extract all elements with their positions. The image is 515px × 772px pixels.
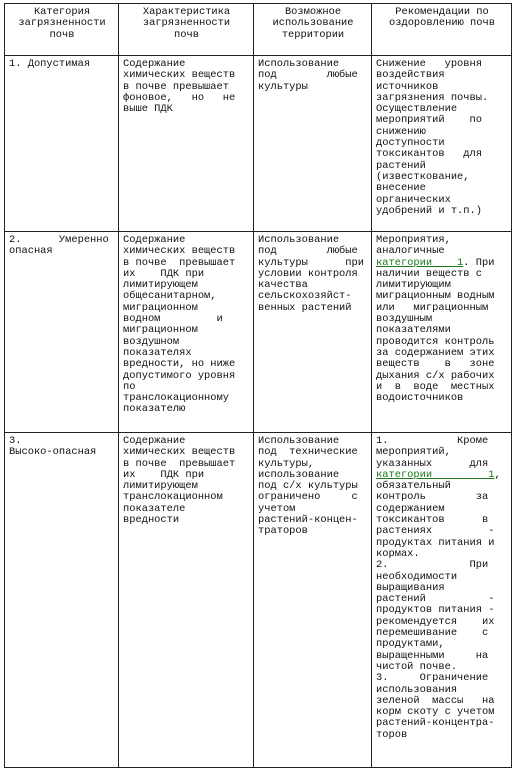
header-characteristic: Характеристика загрязненности почв (119, 4, 254, 56)
cell-characteristic: Содержание химических веществ в почве превышает фоновое, но не выше ПДК (119, 56, 254, 232)
recommendation-text-before: Мероприятия, аналогичные (376, 234, 451, 258)
cell-recommendation (372, 433, 512, 768)
header-category: Категория загрязненности почв (5, 4, 119, 56)
table-header-row (5, 4, 512, 56)
cell-characteristic: Содержание химических веществ в почве превышает их ПДК при лимитирующем транслокационном показателе вредности (119, 433, 254, 768)
cell-usage: Использование под любые культуры (254, 56, 372, 232)
cell-recommendation (372, 232, 512, 433)
recommendation-text-after: . При наличии веществ с лимитирующим миграционным водным или миграционным воздушным показателями проводится контроль за содержанием этих веществ в зоне дыхания с/х рабочих и в воде местных водоисточников (376, 256, 495, 405)
cell-category: 2. Умеренно опасная (5, 232, 119, 433)
table-row (5, 232, 512, 433)
cell-category: 1. Допустимая (5, 56, 119, 232)
header-usage: Возможное использование территории (254, 4, 372, 56)
cell-category: 3. Высоко-опасная (5, 433, 119, 768)
recommendation-text-before: 1. Кроме мероприятий, указанных для (376, 435, 489, 470)
category-1-link[interactable]: категории 1 (376, 468, 495, 481)
soil-contamination-table (4, 3, 512, 768)
cell-usage: Использование под любые культуры при условии контроля качества сельскохозяйст- венных растений (254, 232, 372, 433)
table-row (5, 433, 512, 768)
header-recommendation: Рекомендации по оздоровлению почв (372, 4, 512, 56)
cell-characteristic: Содержание химических веществ в почве превышает их ПДК при лимитирующем общесанитарном, миграционном водном и миграционном воздушном показателях вредности, но ниже допустимого уровня по транслокационному показателю (119, 232, 254, 433)
table-row (5, 56, 512, 232)
recommendation-text-after: , обязательный контроль за содержанием токсикантов в растениях - продуктах питания и кормах. 2. При необходимости выращивания растений - продуктов питания - рекомендуется их перемешивание с продуктами, выращенными на чистой почве. 3. Ограничение использования зеленой массы на корм скоту с учетом растений-концентра- торов (376, 468, 501, 741)
category-1-link[interactable]: категории 1 (376, 256, 464, 269)
cell-recommendation: Снижение уровня воздействия источников загрязнения почвы. Осуществление мероприятий по снижению доступности токсикантов для растений (известкование, внесение органических удобрений и т.п.) (372, 56, 512, 232)
cell-usage: Использование под технические культуры, использование под с/х культуры ограничено с учетом растений-концен- траторов (254, 433, 372, 768)
